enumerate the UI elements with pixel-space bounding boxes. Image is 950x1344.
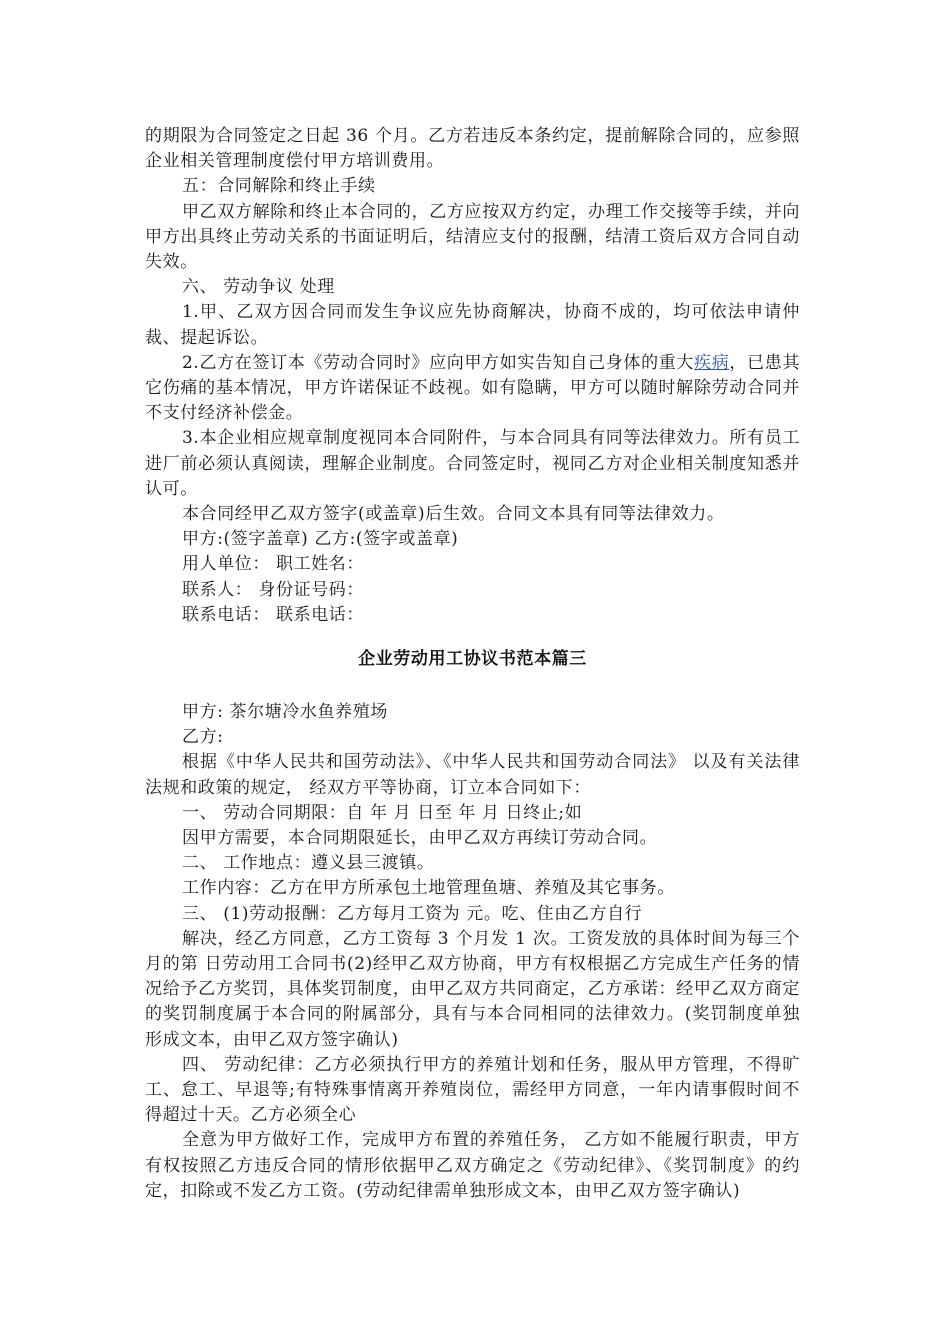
- paragraph-dispute-2: [145, 351, 800, 427]
- contact-line: 联系人： 身份证号码：: [182, 579, 365, 600]
- paragraph-dispute-3: 3.本企业相应规章制度视同本合同附件，与本合同具有同等法律效力。所有员工进厂前必须认真阅读，理解企业制度。合同签定时，视同乙方对企业相关制度知悉并认可。: [145, 428, 800, 499]
- clause-salary: 三、 (1)劳动报酬：乙方每月工资为 元。吃、住由乙方自行: [182, 903, 643, 924]
- disease-link[interactable]: 疾病: [694, 352, 730, 373]
- paragraph-basis: 根据《中华人民共和国劳动法》、《中华人民共和国劳动合同法》 以及有关法律法规和政策的规定， 经双方平等协商，订立本合同如下：: [145, 752, 800, 798]
- dispute-2-text-after: ，已患其它伤痛的基本情况，甲方许诺保证不歧视。如有隐瞒，甲方可以随时解除劳动合同并不支付经济补偿金。: [145, 352, 800, 424]
- paragraph-training-term: 的期限为合同签定之日起 36 个月。乙方若违反本条约定，提前解除合同的，应参照企业相关管理制度偿付甲方培训费用。: [145, 126, 800, 172]
- clause-term: 一、 劳动合同期限：自 年 月 日至 年 月 日终止;如: [182, 802, 583, 823]
- section-title: 企业劳动用工协议书范本篇三: [358, 649, 587, 669]
- clause-term-extension: 因甲方需要，本合同期限延长，由甲乙双方再续订劳动合同。: [182, 828, 658, 849]
- dispute-2-text-before: 2.乙方在签订本《劳动合同时》应向甲方如实告知自己身体的重大: [182, 352, 695, 373]
- contract-body-part2: [145, 700, 800, 1204]
- clause-workplace: 二、 工作地点：遵义县三渡镇。: [182, 853, 435, 874]
- clause-work-content: 工作内容：乙方在甲方所承包土地管理鱼塘、养殖及其它事务。: [182, 878, 675, 899]
- heading-termination: 五：合同解除和终止手续: [182, 176, 376, 197]
- employer-line: 用人单位： 职工姓名：: [182, 554, 365, 575]
- paragraph-dispute-1: 1.甲、乙双方因合同而发生争议应先协商解决，协商不成的，均可依法申请仲裁、提起诉讼。: [145, 302, 800, 348]
- signature-line: 甲方:(签字盖章) 乙方:(签字或盖章): [182, 529, 459, 550]
- paragraph-discipline-detail: 全意为甲方做好工作，完成甲方布置的养殖任务， 乙方如不能履行职责，甲方有权按照乙方违反合同的情形依据甲乙双方确定之《劳动纪律》、《奖罚制度》的约定，扣除或不发乙方工资。(劳动纪律需单独形成文本，由甲乙双方签字确认): [145, 1130, 800, 1201]
- paragraph-salary-detail: 解决，经乙方同意，乙方工资每 3 个月发 1 次。工资发放的具体时间为每三个月的第 日劳动用工合同书(2)经甲乙双方协商，甲方有权根据乙方完成生产任务的情况给予乙方奖罚，具体奖罚制度，由甲乙双方共同商定，乙方承诺：经甲乙双方商定的奖罚制度属于本合同的附属部分，具有与本合同相同的法律效力。(奖罚制度单独形成文本，由甲乙双方签字确认): [145, 928, 800, 1050]
- party-b-line: 乙方:: [182, 727, 224, 748]
- paragraph-effective: 本合同经甲乙双方签字(或盖章)后生效。合同文本具有同等法律效力。: [182, 504, 725, 525]
- phone-line: 联系电话： 联系电话：: [182, 604, 365, 625]
- paragraph-termination: 甲乙双方解除和终止本合同的，乙方应按双方约定，办理工作交接等手续，并向甲方出具终止劳动关系的书面证明后，结清应支付的报酬，结清工资后双方合同自动失效。: [145, 201, 800, 273]
- clause-discipline: 四、 劳动纪律：乙方必须执行甲方的养殖计划和任务，服从甲方管理，不得旷工、怠工、早退等;有特殊事情离开养殖岗位，需经甲方同意，一年内请事假时间不得超过十天。乙方必须全心: [145, 1054, 800, 1126]
- contract-body-part1: [145, 124, 800, 628]
- heading-dispute: 六、 劳动争议 处理: [182, 277, 335, 298]
- party-a-line: 甲方: 茶尔塘冷水鱼养殖场: [182, 702, 388, 722]
